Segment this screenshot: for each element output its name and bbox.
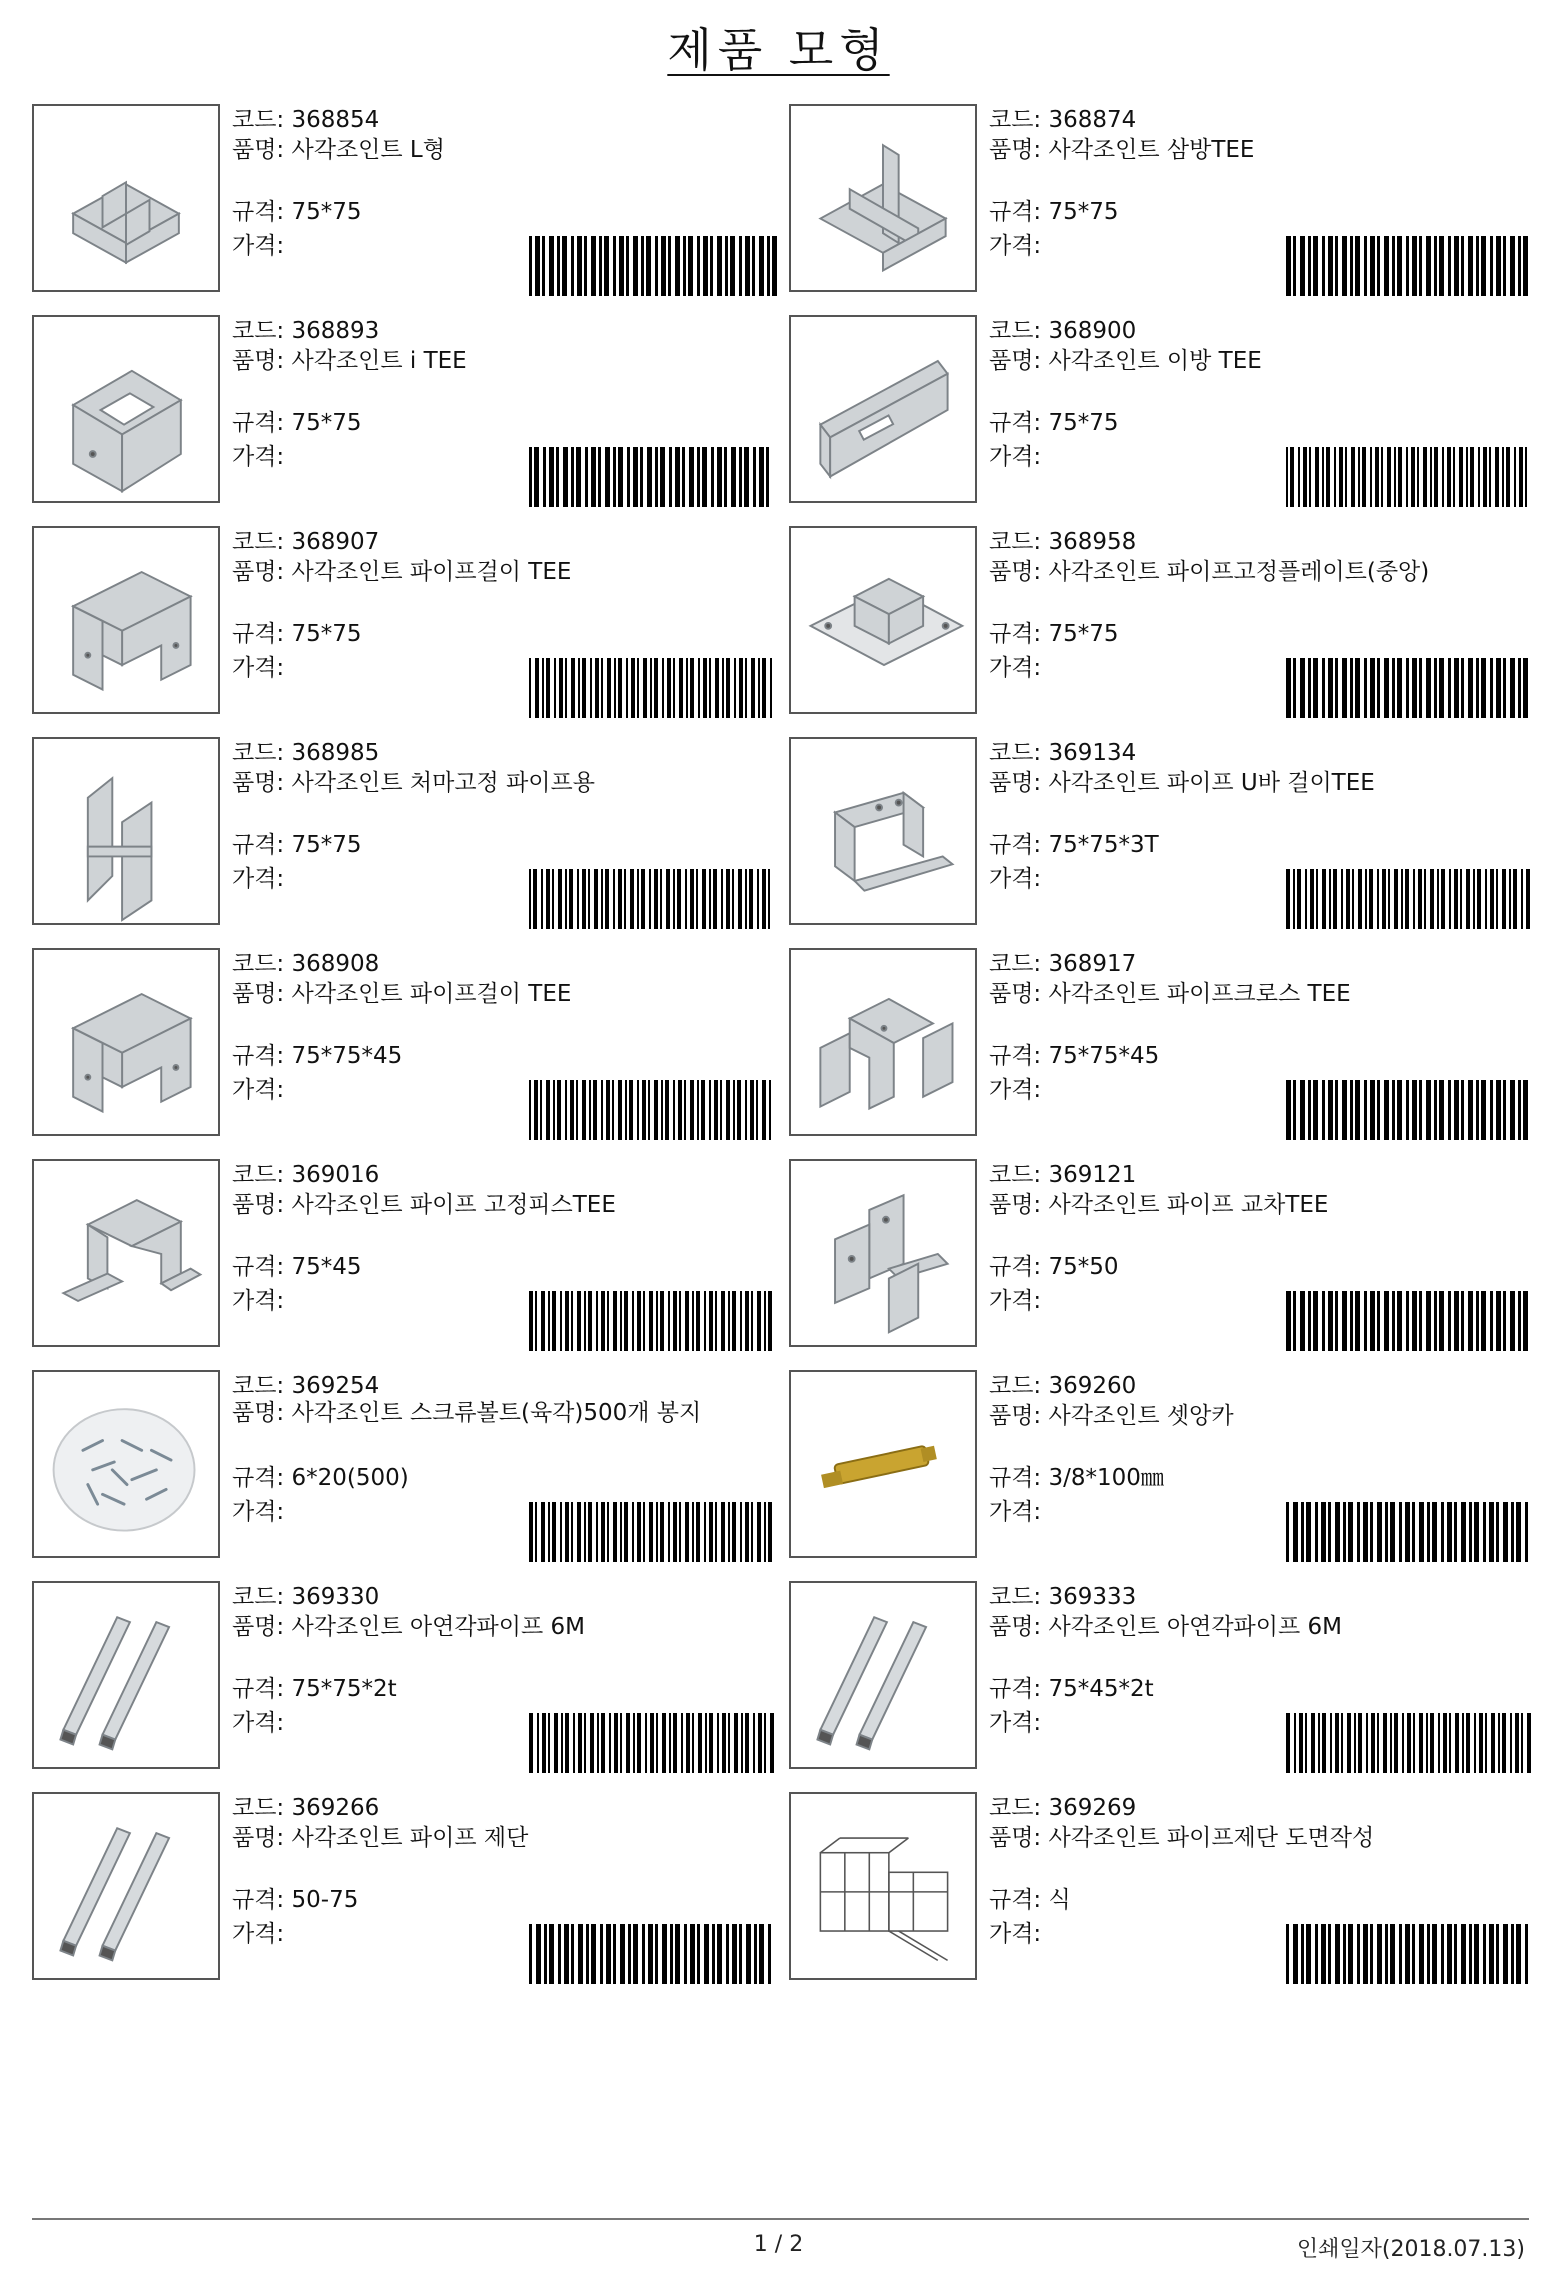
product-spec — [232, 1884, 358, 1916]
product-spec — [989, 829, 1159, 861]
product-code — [232, 1581, 379, 1613]
product-name-value: 사각조인트 아연각파이프 6M — [1048, 1614, 1342, 1640]
product-code — [989, 1792, 1136, 1824]
product-name-label: 품명: — [989, 1192, 1042, 1218]
product-code-value: 368958 — [1048, 529, 1137, 555]
product-name — [989, 978, 1351, 1010]
product-spec — [232, 1251, 362, 1283]
product-info — [989, 948, 1534, 1140]
product-image — [789, 948, 977, 1136]
product-image — [32, 315, 220, 503]
product-code — [989, 315, 1136, 347]
product-name-label: 품명: — [232, 348, 285, 374]
product-image — [32, 1159, 220, 1347]
product-code-label: 코드: — [989, 1584, 1042, 1610]
product-price — [232, 1285, 284, 1317]
product-price — [989, 1074, 1041, 1106]
product-code-label: 코드: — [989, 1373, 1042, 1399]
product-info — [232, 526, 777, 718]
product-name — [232, 1189, 616, 1221]
crossing-bracket-icon — [791, 1161, 975, 1345]
product-name-label: 품명: — [989, 770, 1042, 796]
product-code — [232, 737, 379, 769]
product-info — [989, 1159, 1534, 1351]
product-code-value: 368900 — [1048, 318, 1137, 344]
product-code-value: 369260 — [1048, 1373, 1137, 1399]
product-name-label: 품명: — [232, 981, 285, 1007]
product-name-value: 사각조인트 파이프 고정피스TEE — [291, 1192, 616, 1218]
product-info — [989, 737, 1534, 929]
product-image — [32, 1581, 220, 1769]
product-price — [989, 1285, 1041, 1317]
product-card — [789, 948, 1534, 1140]
product-image — [789, 104, 977, 292]
product-name-value: 사각조인트 파이프고정플레이트(중앙) — [1048, 559, 1430, 585]
product-name-value: 사각조인트 처마고정 파이프용 — [291, 770, 595, 796]
barcode — [527, 1713, 777, 1773]
product-card — [789, 526, 1534, 718]
barcode — [527, 1924, 777, 1984]
product-code — [989, 1370, 1136, 1402]
product-code-value: 369330 — [291, 1584, 380, 1610]
product-price — [989, 441, 1041, 473]
product-price — [232, 1074, 284, 1106]
product-name — [232, 1822, 528, 1854]
product-spec — [232, 196, 362, 228]
product-price — [232, 1707, 284, 1739]
product-code-label: 코드: — [232, 1373, 285, 1399]
product-code — [232, 948, 379, 980]
product-name-value: 사각조인트 i TEE — [291, 348, 467, 374]
product-name — [232, 767, 595, 799]
product-name — [989, 556, 1429, 588]
product-name-label: 품명: — [232, 770, 285, 796]
product-name — [232, 345, 467, 377]
product-name — [989, 1189, 1328, 1221]
product-name-value: 사각조인트 스크류볼트(육각)500개 봉지 — [291, 1400, 702, 1426]
product-spec-label: 규격: — [232, 1887, 285, 1913]
product-spec-label: 규격: — [989, 1254, 1042, 1280]
product-name — [232, 134, 445, 166]
product-spec — [232, 1462, 409, 1494]
product-price — [989, 1918, 1041, 1950]
product-image — [789, 1370, 977, 1558]
bracket-box-icon — [34, 317, 218, 501]
product-card — [789, 737, 1534, 929]
product-price-label: 가격: — [232, 1288, 285, 1314]
product-spec — [232, 407, 362, 439]
product-image — [32, 948, 220, 1136]
product-card — [32, 526, 777, 718]
product-price — [989, 230, 1041, 262]
product-code-value: 368893 — [291, 318, 380, 344]
product-card — [32, 948, 777, 1140]
product-price-label: 가격: — [989, 655, 1042, 681]
product-code — [232, 104, 379, 136]
product-name-label: 품명: — [989, 137, 1042, 163]
barcode — [527, 1502, 777, 1562]
product-spec-value: 75*75 — [291, 199, 362, 225]
product-name — [989, 1611, 1342, 1643]
product-spec — [989, 407, 1119, 439]
product-code — [232, 526, 379, 558]
product-name-label: 품명: — [232, 1614, 285, 1640]
product-code-label: 코드: — [232, 1162, 285, 1188]
product-code-label: 코드: — [989, 951, 1042, 977]
product-code-value: 369016 — [291, 1162, 380, 1188]
bracket-channel-icon — [791, 317, 975, 501]
product-image — [32, 1370, 220, 1558]
product-price-label: 가격: — [989, 233, 1042, 259]
product-code-value: 368874 — [1048, 107, 1137, 133]
product-name — [989, 1400, 1234, 1432]
product-card — [32, 104, 777, 296]
product-name-label: 품명: — [232, 1400, 285, 1426]
product-spec-value: 75*45*2t — [1048, 1676, 1154, 1702]
product-code-value: 369134 — [1048, 740, 1137, 766]
product-code-label: 코드: — [989, 318, 1042, 344]
product-price-label: 가격: — [989, 1288, 1042, 1314]
product-code-label: 코드: — [989, 1795, 1042, 1821]
product-spec-value: 75*75*45 — [1048, 1043, 1160, 1069]
bracket-cross-icon — [34, 106, 218, 290]
product-card — [32, 1370, 777, 1562]
product-image — [32, 104, 220, 292]
product-spec-value: 75*75*2t — [291, 1676, 397, 1702]
product-card — [789, 1159, 1534, 1351]
product-info — [989, 315, 1534, 507]
product-code-value: 369333 — [1048, 1584, 1137, 1610]
product-code — [989, 1159, 1136, 1191]
product-code — [989, 104, 1136, 136]
product-spec-label: 규격: — [989, 1043, 1042, 1069]
product-price-label: 가격: — [989, 444, 1042, 470]
barcode — [1284, 1713, 1534, 1773]
bracket-saddle-icon — [34, 950, 218, 1134]
product-price — [232, 652, 284, 684]
product-info — [232, 104, 777, 296]
product-image — [789, 1581, 977, 1769]
product-code — [232, 315, 379, 347]
product-card — [789, 1792, 1534, 1984]
print-date: 인쇄일자(2018.07.13) — [1296, 2237, 1525, 2262]
product-price-label: 가격: — [989, 1921, 1042, 1947]
product-price-label: 가격: — [989, 866, 1042, 892]
product-name — [232, 556, 571, 588]
product-price — [232, 441, 284, 473]
product-name-value: 사각조인트 파이프제단 도면작성 — [1048, 1825, 1375, 1851]
product-code-label: 코드: — [232, 318, 285, 344]
screw-bag-icon — [34, 1372, 218, 1556]
product-card — [789, 1370, 1534, 1562]
product-name-label: 품명: — [989, 981, 1042, 1007]
product-code-value: 368908 — [291, 951, 380, 977]
u-bar-bracket-icon — [791, 739, 975, 923]
product-spec-label: 규격: — [232, 1465, 285, 1491]
product-code — [232, 1792, 379, 1824]
product-info — [989, 1370, 1534, 1562]
product-spec — [989, 1251, 1119, 1283]
product-info — [232, 948, 777, 1140]
product-price — [232, 863, 284, 895]
barcode — [527, 1291, 777, 1351]
product-code-value: 369266 — [291, 1795, 380, 1821]
product-price — [989, 1707, 1041, 1739]
product-card — [32, 1581, 777, 1773]
product-code — [232, 1159, 379, 1191]
barcode — [1284, 1291, 1534, 1351]
cross-bracket-icon — [791, 950, 975, 1134]
product-spec-value: 75*75 — [291, 832, 362, 858]
product-name — [232, 978, 571, 1010]
product-name-value: 사각조인트 삼방TEE — [1048, 137, 1255, 163]
product-spec-value: 75*75 — [291, 410, 362, 436]
eave-bracket-icon — [34, 739, 218, 923]
product-name-label: 품명: — [232, 1192, 285, 1218]
product-image — [789, 737, 977, 925]
product-spec-value: 75*75 — [291, 621, 362, 647]
product-spec — [232, 829, 362, 861]
barcode — [527, 1080, 777, 1140]
product-info — [232, 737, 777, 929]
product-name-value: 사각조인트 셋앙카 — [1048, 1403, 1234, 1429]
fixing-bracket-icon — [34, 1161, 218, 1345]
product-spec-label: 규격: — [232, 1254, 285, 1280]
product-name-value: 사각조인트 이방 TEE — [1048, 348, 1262, 374]
product-image — [32, 1792, 220, 1980]
product-code-value: 369121 — [1048, 1162, 1137, 1188]
product-spec — [232, 1673, 397, 1705]
product-price — [232, 230, 284, 262]
product-price-label: 가격: — [989, 1499, 1042, 1525]
product-name-value: 사각조인트 파이프 제단 — [291, 1825, 529, 1851]
page-title: 제품 모형 — [667, 23, 890, 77]
product-price-label: 가격: — [232, 1710, 285, 1736]
bracket-saddle-icon — [34, 528, 218, 712]
product-info — [232, 1159, 777, 1351]
product-name-value: 사각조인트 파이프걸이 TEE — [291, 981, 572, 1007]
product-name-value: 사각조인트 파이프걸이 TEE — [291, 559, 572, 585]
product-name — [232, 1611, 585, 1643]
product-name — [989, 1822, 1374, 1854]
product-code — [989, 948, 1136, 980]
product-code — [989, 1581, 1136, 1613]
barcode — [527, 447, 777, 507]
product-spec-label: 규격: — [232, 832, 285, 858]
product-spec-label: 규격: — [989, 1465, 1042, 1491]
barcode — [1284, 236, 1534, 296]
product-price-label: 가격: — [232, 1077, 285, 1103]
product-price-label: 가격: — [232, 1499, 285, 1525]
product-card — [789, 315, 1534, 507]
product-code-label: 코드: — [989, 740, 1042, 766]
product-spec-label: 규격: — [232, 1676, 285, 1702]
product-code-value: 369269 — [1048, 1795, 1137, 1821]
product-price — [989, 863, 1041, 895]
barcode — [1284, 658, 1534, 718]
barcode — [1284, 1502, 1534, 1562]
barcode — [527, 869, 777, 929]
product-spec-value: 75*75 — [1048, 199, 1119, 225]
product-name-label: 품명: — [989, 1825, 1042, 1851]
page-number: 1 / 2 — [753, 2232, 804, 2257]
product-info — [232, 315, 777, 507]
square-pipe-icon — [34, 1794, 218, 1978]
product-image — [789, 1159, 977, 1347]
product-info — [989, 1581, 1534, 1773]
product-name-label: 품명: — [989, 1614, 1042, 1640]
product-spec — [232, 1040, 402, 1072]
product-card — [32, 1159, 777, 1351]
product-code-label: 코드: — [989, 107, 1042, 133]
product-code-label: 코드: — [232, 1795, 285, 1821]
product-spec-label: 규격: — [232, 1043, 285, 1069]
product-price-label: 가격: — [232, 866, 285, 892]
bracket-tee-icon — [791, 106, 975, 290]
product-code-value: 368985 — [291, 740, 380, 766]
product-code-label: 코드: — [232, 529, 285, 555]
product-image — [789, 526, 977, 714]
product-spec-value: 50-75 — [291, 1887, 359, 1913]
product-card — [789, 1581, 1534, 1773]
product-spec-value: 6*20(500) — [291, 1465, 409, 1491]
product-code-value: 369254 — [291, 1373, 380, 1399]
product-price-label: 가격: — [232, 233, 285, 259]
product-code — [232, 1370, 379, 1402]
product-name — [232, 1400, 772, 1426]
product-info — [232, 1370, 777, 1562]
product-image — [32, 737, 220, 925]
product-spec-label: 규격: — [989, 410, 1042, 436]
product-card — [32, 315, 777, 507]
barcode — [1284, 869, 1534, 929]
product-price — [989, 652, 1041, 684]
product-spec-value: 3/8*100㎜ — [1048, 1465, 1164, 1491]
product-info — [989, 104, 1534, 296]
product-price — [232, 1918, 284, 1950]
product-spec — [989, 1673, 1154, 1705]
product-name-label: 품명: — [232, 137, 285, 163]
product-info — [232, 1581, 777, 1773]
product-image — [789, 315, 977, 503]
product-name-value: 사각조인트 L형 — [291, 137, 445, 163]
product-price — [989, 1496, 1041, 1528]
product-image — [789, 1792, 977, 1980]
product-card — [32, 737, 777, 929]
product-spec-value: 식 — [1048, 1887, 1071, 1913]
product-price-label: 가격: — [232, 1921, 285, 1947]
product-code — [989, 737, 1136, 769]
product-spec — [989, 196, 1119, 228]
anchor-bolt-icon — [791, 1372, 975, 1556]
product-name-value: 사각조인트 파이프 U바 걸이TEE — [1048, 770, 1375, 796]
square-pipe-icon — [791, 1583, 975, 1767]
product-spec-value: 75*75 — [1048, 621, 1119, 647]
product-price-label: 가격: — [232, 655, 285, 681]
product-info — [989, 1792, 1534, 1984]
product-price-label: 가격: — [232, 444, 285, 470]
product-spec-label: 규격: — [989, 1676, 1042, 1702]
barcode — [1284, 1080, 1534, 1140]
product-code-label: 코드: — [989, 529, 1042, 555]
product-name-value: 사각조인트 파이프 교차TEE — [1048, 1192, 1329, 1218]
product-info — [232, 1792, 777, 1984]
product-name — [989, 767, 1375, 799]
barcode — [1284, 447, 1534, 507]
product-name-value: 사각조인트 아연각파이프 6M — [291, 1614, 585, 1640]
product-name-label: 품명: — [989, 559, 1042, 585]
product-spec-value: 75*50 — [1048, 1254, 1119, 1280]
footer-divider — [32, 2218, 1529, 2220]
product-code — [989, 526, 1136, 558]
product-name-label: 품명: — [989, 348, 1042, 374]
product-spec-label: 규격: — [232, 199, 285, 225]
product-price — [232, 1496, 284, 1528]
product-price-label: 가격: — [989, 1710, 1042, 1736]
barcode — [1284, 1924, 1534, 1984]
product-card — [32, 1792, 777, 1984]
product-name-label: 품명: — [232, 559, 285, 585]
product-spec-value: 75*75 — [1048, 410, 1119, 436]
product-code-value: 368907 — [291, 529, 380, 555]
product-name — [989, 134, 1254, 166]
square-pipe-icon — [34, 1583, 218, 1767]
product-spec-label: 규격: — [989, 832, 1042, 858]
product-spec — [232, 618, 362, 650]
product-price-label: 가격: — [989, 1077, 1042, 1103]
product-spec-value: 75*75*3T — [1048, 832, 1159, 858]
product-card — [789, 104, 1534, 296]
product-code-label: 코드: — [232, 1584, 285, 1610]
product-image — [32, 526, 220, 714]
product-name-label: 품명: — [232, 1825, 285, 1851]
product-info — [989, 526, 1534, 718]
product-spec-label: 규격: — [989, 621, 1042, 647]
product-spec-label: 규격: — [232, 410, 285, 436]
product-spec-label: 규격: — [989, 1887, 1042, 1913]
structure-drawing-icon — [791, 1794, 975, 1978]
product-code-value: 368917 — [1048, 951, 1137, 977]
product-spec — [989, 618, 1119, 650]
base-plate-icon — [791, 528, 975, 712]
barcode — [527, 236, 777, 296]
product-name-label: 품명: — [989, 1403, 1042, 1429]
product-spec-label: 규격: — [989, 199, 1042, 225]
product-spec-value: 75*45 — [291, 1254, 362, 1280]
product-code-value: 368854 — [291, 107, 380, 133]
barcode — [527, 658, 777, 718]
product-spec — [989, 1462, 1164, 1494]
product-code-label: 코드: — [989, 1162, 1042, 1188]
product-spec-value: 75*75*45 — [291, 1043, 403, 1069]
product-spec-label: 규격: — [232, 621, 285, 647]
product-name-value: 사각조인트 파이프크로스 TEE — [1048, 981, 1351, 1007]
product-code-label: 코드: — [232, 951, 285, 977]
product-spec — [989, 1884, 1071, 1916]
product-name — [989, 345, 1262, 377]
product-spec — [989, 1040, 1159, 1072]
product-code-label: 코드: — [232, 107, 285, 133]
product-code-label: 코드: — [232, 740, 285, 766]
